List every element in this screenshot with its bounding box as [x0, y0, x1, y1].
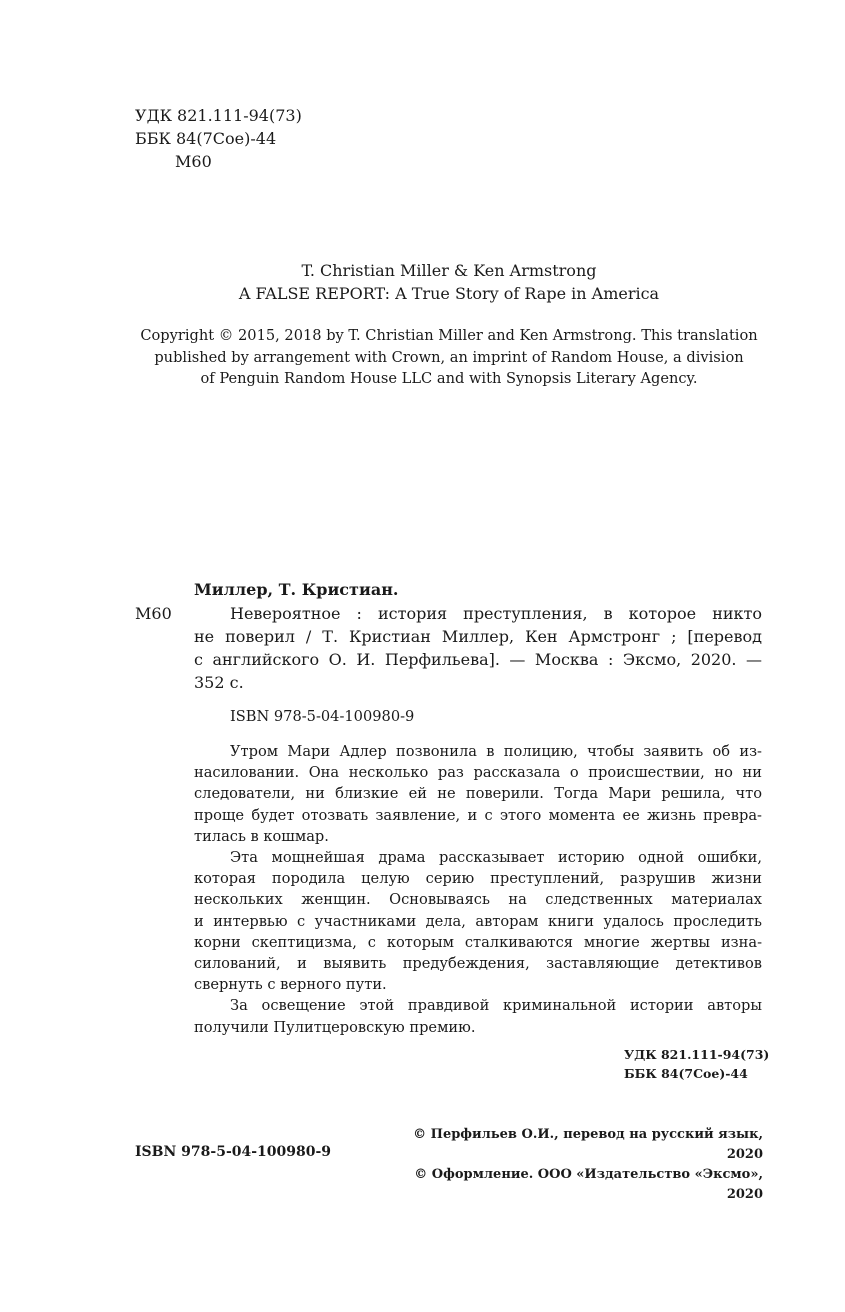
annotation-line: насиловании. Она несколько раз рассказала о происшествии, но ни — [194, 764, 762, 782]
record-code: М60 — [135, 604, 172, 623]
original-copyright — [135, 325, 763, 390]
original-edition-block — [135, 259, 763, 305]
udk-code-small: УДК 821.111-94(73) — [624, 1047, 770, 1062]
record-line: с английского О. И. Перфильева]. — Москва : Эксмо, 2020. — — [194, 650, 762, 669]
annotation-line: Утром Мари Адлер позвонила в полицию, чтобы заявить об из- — [230, 743, 762, 760]
annotation-line: Эта мощнейшая драма рассказывает историю одной ошибки, — [230, 849, 762, 867]
annotation-line: и интервью с участниками дела, авторам книги удалось проследить — [194, 912, 762, 930]
copyright-line: of Penguin Random House LLC and with Synopsis Literary Agency. — [200, 370, 698, 387]
annotation-line: нескольких женщин. Основываясь на следственных материалах — [194, 891, 762, 909]
annotation-line: получили Пулитцеровскую премию. — [194, 1018, 476, 1036]
footer-isbn: ISBN 978-5-04-100980-9 — [135, 1144, 332, 1160]
udk-code: УДК 821.111-94(73) — [135, 106, 302, 125]
annotation-line: За освещение этой правдивой криминальной истории авторы — [230, 997, 762, 1015]
annotation-line: тилась в кошмар. — [194, 827, 329, 845]
record-line: Невероятное : история преступления, в которое никто — [230, 604, 762, 623]
annotation-line: следователи, ни близкие ей не поверили. Тогда Мари решила, что — [194, 785, 762, 803]
copyright-translation: © Перфильев О.И., перевод на русский язык, 2020 — [413, 1127, 763, 1162]
bbk-code-small: ББК 84(7Сое)-44 — [624, 1066, 748, 1081]
annotation-line: которая породила целую серию преступлений, разрушив жизни — [194, 870, 762, 888]
bbk-code: ББК 84(7Сое)-44 — [135, 129, 277, 148]
record-description — [194, 602, 762, 694]
annotation-line: свернуть с верного пути. — [194, 976, 387, 994]
codes-right-block — [624, 1045, 769, 1083]
classification-block — [135, 104, 302, 173]
record-author-heading: Миллер, Т. Кристиан. — [194, 580, 399, 599]
annotation-line: силований, и выявить предубеждения, заставляющие детективов — [194, 955, 762, 973]
annotation-line: корни скептицизма, с которым сталкиваются многие жертвы изна- — [194, 933, 762, 951]
record-line: не поверил / Т. Кристиан Миллер, Кен Армстронг ; [перевод — [194, 627, 762, 646]
copyright-design: © Оформление. ООО «Издательство «Эксмо», 2020 — [414, 1167, 763, 1202]
footer-copyrights — [403, 1125, 763, 1205]
annotation-line: проще будет отозвать заявление, и с этого момента ее жизнь превра- — [194, 806, 762, 824]
copyright-line: Copyright © 2015, 2018 by T. Christian Miller and Ken Armstrong. This translation — [140, 327, 758, 344]
record-isbn: ISBN 978-5-04-100980-9 — [230, 708, 415, 725]
copyright-line: published by arrangement with Crown, an imprint of Random House, a division — [154, 348, 744, 366]
original-title: A FALSE REPORT: A True Story of Rape in America — [238, 284, 660, 303]
author-sign-code: М60 — [175, 152, 212, 171]
record-line: 352 с. — [194, 673, 244, 692]
original-authors: T. Christian Miller & Ken Armstrong — [301, 261, 597, 280]
annotation — [194, 741, 762, 1038]
